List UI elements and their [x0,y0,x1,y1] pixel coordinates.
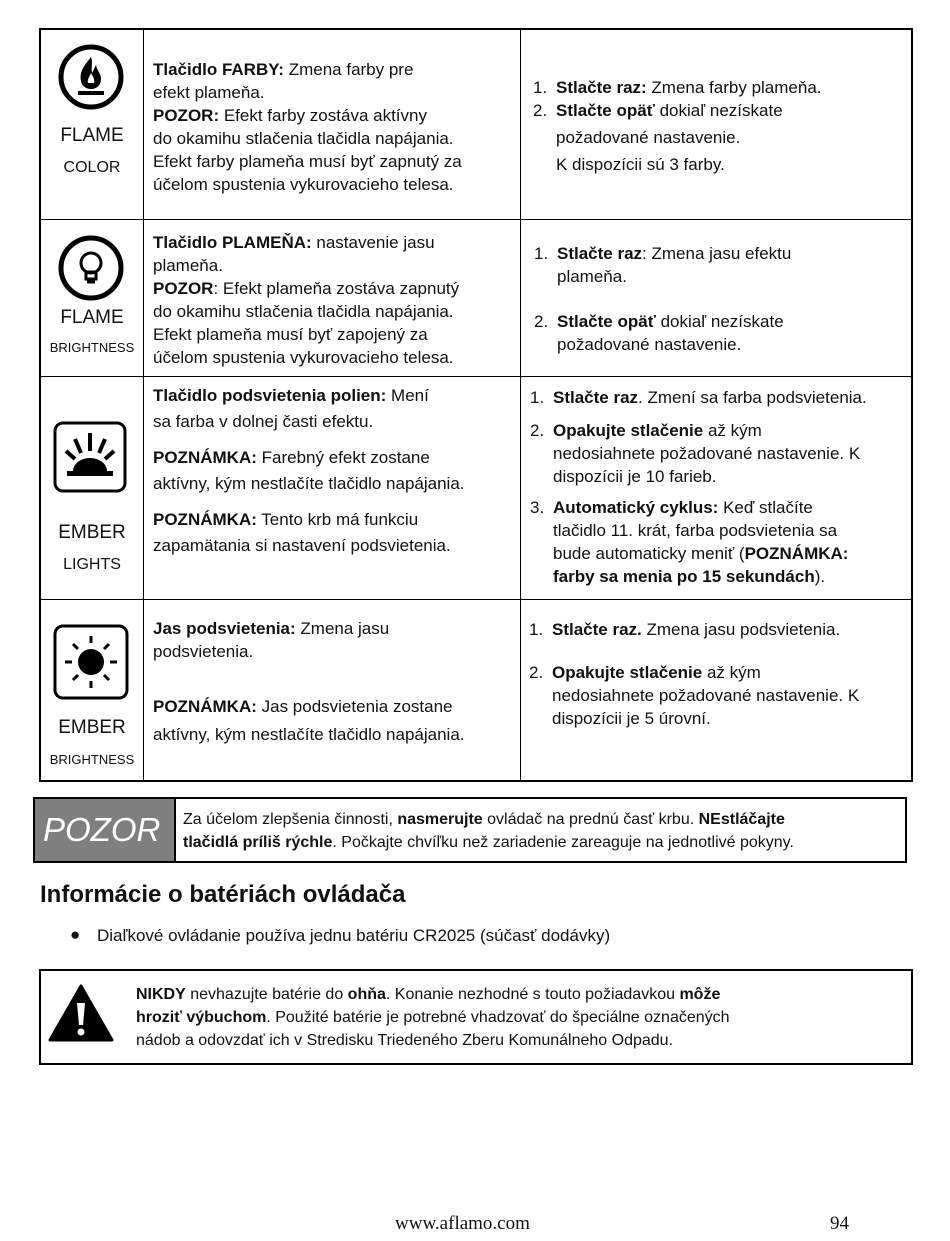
text-line [153,150,512,173]
bold-text: POZNÁMKA: [744,544,849,563]
bold-text: NEstláčajte [698,811,785,828]
steps-list [521,220,911,356]
icon-cell [40,29,144,220]
page-number: 94 [830,1213,849,1234]
text-line [153,231,512,254]
text-run: Zmena jasu podsvietenia. [641,620,841,639]
text-run: Efekt farby plameňa musí byť zapnutý za [153,152,462,171]
text-run: plameňa. [153,256,223,275]
text-line [153,409,512,435]
row-label-main: EMBER [58,717,126,738]
text-line [153,300,512,323]
description [144,600,520,746]
step-line [530,442,911,465]
step-number [530,465,553,488]
text-run: . Použité batérie je potrebné vhadzovať do špeciálne označených [266,1009,730,1026]
steps-cell [521,377,913,600]
text-run: aktívny, kým nestlačíte tlačidlo napájania. [153,474,465,493]
ember-lights-icon [53,421,127,493]
text-run: dispozícii je 5 úrovní. [552,709,711,728]
controls-table [39,28,913,782]
row-ember-brightness [40,600,912,782]
warning-notice [39,969,913,1065]
step-text [556,153,725,176]
step-text [553,565,825,588]
step-text [553,519,837,542]
step-line [529,684,911,707]
text-line [153,695,512,718]
footer-url: www.aflamo.com [395,1213,530,1234]
row-label-main: EMBER [58,522,126,543]
step-number: 1. [533,78,548,97]
section-title: Informácie o batériách ovládača [40,881,406,908]
text-run: tlačidlo 11. krát, farba podsvietenia sa [553,521,838,540]
step-number [534,265,557,288]
step-line [530,519,911,542]
text-run: požadované nastavenie. [557,335,742,354]
text-run: Zmena jasu [295,619,390,638]
step-number [534,333,557,356]
step-text [552,707,711,730]
pozor-notice [33,797,907,863]
text-line [153,58,512,81]
step-line [530,565,911,588]
text-run: podsvietenia. [153,642,254,661]
step-line [533,126,911,149]
text-line [153,173,512,196]
text-run: nevhazujte batérie do [185,986,348,1003]
step-number [530,519,553,542]
bold-text: Tlačidlo PLAMEŇA: [153,233,312,252]
text-run: požadované nastavenie. [556,128,741,147]
step-line [534,242,911,265]
step-text [556,76,822,99]
warning-text [136,983,896,1052]
text-run: bude automaticky meniť ( [553,544,745,563]
bold-text: Tlačidlo FARBY: [153,60,284,79]
text-run: Za účelom zlepšenia činnosti, [183,811,398,828]
step-number: 2. [533,101,548,120]
step-number [529,707,552,730]
text-run: Zmena farby plameňa. [646,78,822,97]
description [144,220,520,369]
text-run: ovládač na prednú časť krbu. [482,811,699,828]
step-number: 1. [534,244,549,263]
text-run: účelom spustenia vykurovacieho telesa. [153,348,454,367]
step-text [553,419,762,442]
text-run: do okamihu stlačenia tlačidla napájania. [153,302,454,321]
text-run: . Počkajte chvíľku než zariadenie zareaguje na jednotlivé pokyny. [332,834,794,851]
bold-text: POZOR [153,279,214,298]
text-line [153,81,512,104]
bold-text: Stlačte raz. [552,620,642,639]
description-cell [144,377,521,600]
text-run: dispozícii je 10 farieb. [553,467,717,486]
text-run: nedosiahnete požadované nastavenie. K [552,686,860,705]
step-line [529,618,911,641]
text-run: do okamihu stlačenia tlačidla napájania. [153,129,454,148]
text-line [183,831,899,854]
description [144,30,520,196]
bold-text: tlačidlá príliš rýchle [183,834,333,851]
text-line [153,617,512,640]
bold-text: farby sa menia po 15 sekundách [553,567,815,586]
bold-text: POZNÁMKA: [153,448,257,467]
step-text [553,465,716,488]
step-line [530,419,911,442]
row-label-sub: COLOR [63,159,121,176]
step-number [533,153,556,176]
bold-text: nasmerujte [397,811,483,828]
step-text [552,684,859,707]
flame-color-icon [57,43,125,111]
step-text [557,310,784,333]
text-run: Zmena farby pre [283,60,414,79]
text-run: účelom spustenia vykurovacieho telesa. [153,175,454,194]
row-label-sub: LIGHTS [63,556,121,573]
text-line [153,640,512,663]
text-run: : Efekt plameňa zostáva zapnutý [213,279,460,298]
text-run: Farebný efekt zostane [256,448,430,467]
text-run: Tento krb má funkciu [256,510,419,529]
bold-text: Jas podsvietenia: [153,619,296,638]
text-line [153,383,512,409]
text-line [153,533,512,559]
row-label-main: FLAME [60,307,124,328]
step-text [552,618,840,641]
bold-text: POZNÁMKA: [153,510,257,529]
text-run: Mení [386,386,429,405]
step-line [534,310,911,333]
step-number: 2. [534,312,549,331]
step-text [556,99,783,122]
text-run: dokiaľ nezískate [654,101,783,120]
step-line [529,661,911,684]
sun-icon [53,624,129,700]
text-line [153,507,512,533]
bold-text: Stlačte opäť [556,101,655,120]
step-number: 1. [529,620,544,639]
text-run: dokiaľ nezískate [655,312,784,331]
icon-cell [40,600,144,782]
step-line [533,76,911,99]
bold-text: POZOR: [153,106,220,125]
text-run: Jas podsvietenia zostane [256,697,453,716]
text-line [136,983,896,1006]
step-line [534,333,911,356]
steps-cell [521,220,913,377]
step-number [530,442,553,465]
step-line [530,496,911,519]
description-cell [144,220,521,377]
step-text [553,386,867,409]
step-text [553,442,860,465]
steps-cell [521,600,913,782]
step-text [553,542,848,565]
text-run: ). [814,567,826,586]
step-line [533,153,911,176]
row-flame-brightness [40,220,912,377]
bold-text: NIKDY [136,986,186,1003]
text-run: efekt plameňa. [153,83,265,102]
text-run: K dispozícii sú 3 farby. [556,155,725,174]
row-label-sub: BRIGHTNESS [49,340,135,355]
step-text [552,661,761,684]
text-run: nedosiahnete požadované nastavenie. K [553,444,861,463]
step-text [557,333,741,356]
bold-text: Stlačte raz [557,244,643,263]
text-run: Keď stlačíte [718,498,813,517]
bold-text: Automatický cyklus: [553,498,719,517]
bold-text: Opakujte stlačenie [552,663,703,682]
text-run: nádob a odovzdať ich v Stredisku Triedeného Zberu Komunálneho Odpadu. [136,1032,674,1049]
bold-text: Stlačte opäť [557,312,656,331]
step-line [530,386,911,409]
text-line [153,277,512,300]
text-line [153,323,512,346]
text-run: Efekt plameňa musí byť zapojený za [153,325,428,344]
icon-cell [40,377,144,600]
text-line [153,346,512,369]
steps-list [521,30,911,176]
step-number: 3. [530,498,545,517]
step-line [534,265,911,288]
bold-text: ohňa [347,986,386,1003]
text-run: plameňa. [557,267,627,286]
description [144,377,520,559]
text-run: Efekt farby zostáva aktívny [219,106,427,125]
text-line [183,808,899,831]
text-line [136,1006,896,1029]
text-line [136,1029,896,1052]
step-number [530,542,553,565]
step-text [556,126,740,149]
bold-text: POZNÁMKA: [153,697,257,716]
step-text [557,242,791,265]
bold-text: Opakujte stlačenie [553,421,704,440]
row-flame-color [40,29,912,220]
text-run: zapamätania si nastavení podsvietenia. [153,536,451,555]
text-line [153,445,512,471]
row-ember-lights [40,377,912,600]
text-run: sa farba v dolnej časti efektu. [153,412,374,431]
step-text [557,265,627,288]
steps-list [521,600,911,730]
bold-text: Tlačidlo podsvietenia polien: [153,386,387,405]
text-run: až kým [702,663,761,682]
text-line [153,127,512,150]
text-run: až kým [703,421,762,440]
step-line [530,542,911,565]
steps-list [521,377,911,588]
step-number [530,565,553,588]
step-line [530,465,911,488]
step-number [533,126,556,149]
step-line [533,99,911,122]
bold-text: môže [679,986,721,1003]
pozor-label: POZOR [35,799,176,861]
step-line [529,707,911,730]
step-number: 2. [529,663,544,682]
bullet-text: Diaľkové ovládanie používa jednu batériu CR2025 (súčasť dodávky) [97,926,611,945]
text-line [153,104,512,127]
bold-text: Stlačte raz [553,388,639,407]
bullet-dot: ● [70,925,81,944]
steps-cell [521,29,913,220]
text-run: : Zmena jasu efektu [642,244,792,263]
text-run: nastavenie jasu [311,233,435,252]
step-number: 1. [530,388,545,407]
text-run: . Zmení sa farba podsvietenia. [638,388,867,407]
row-label-main: FLAME [60,125,124,146]
text-line [153,254,512,277]
bold-text: Stlačte raz: [556,78,647,97]
icon-cell [40,220,144,377]
description-cell [144,600,521,782]
pozor-text [183,808,899,854]
step-number: 2. [530,421,545,440]
step-text [553,496,813,519]
text-run: . Konanie nezhodné s touto požiadavkou [385,986,680,1003]
lightbulb-icon [57,234,125,302]
row-label-sub: BRIGHTNESS [49,752,135,767]
description-cell [144,29,521,220]
text-line [153,471,512,497]
warning-icon [47,983,115,1043]
text-line [153,723,512,746]
text-run: aktívny, kým nestlačíte tlačidlo napájania. [153,725,465,744]
bold-text: hroziť výbuchom [136,1009,267,1026]
step-number [529,684,552,707]
